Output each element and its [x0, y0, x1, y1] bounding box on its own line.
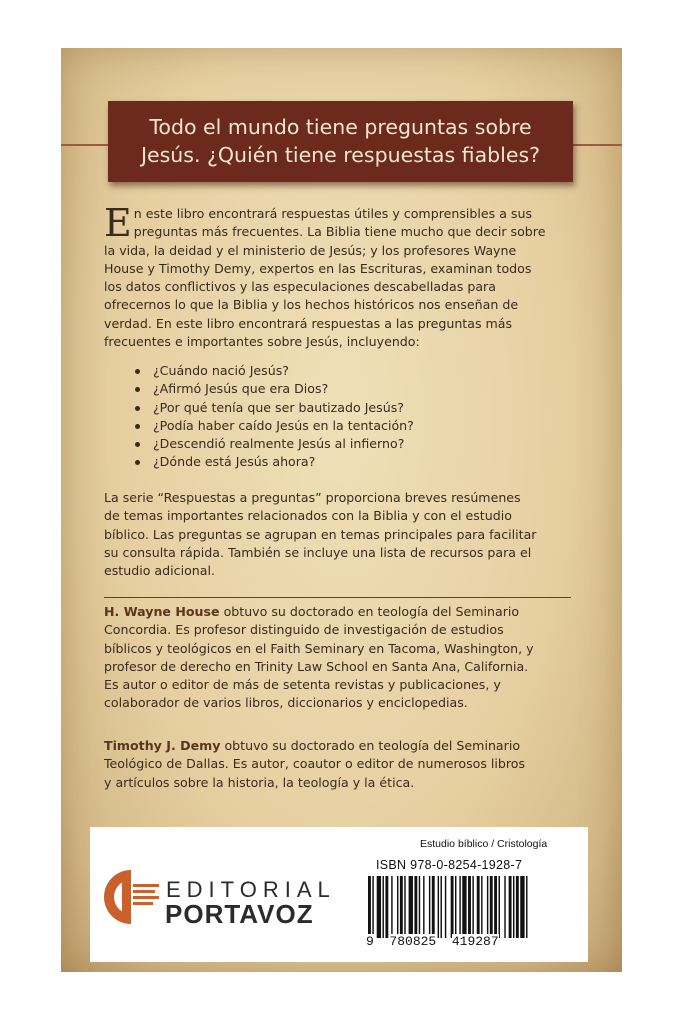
question-text: ¿Afirmó Jesús que era Dios?: [153, 381, 329, 397]
bio-text: obtuvo su doctorado en teología del Seminario: [220, 738, 521, 753]
intro-line: frecuentes e importantes sobre Jesús, incluyendo:: [104, 334, 420, 350]
question-item: [135, 417, 414, 435]
section-divider: [104, 597, 571, 598]
portavoz-logo-icon: [100, 866, 162, 928]
question-item: [135, 435, 414, 453]
series-line: su consulta rápida. También se incluye una lista de recursos para el: [104, 544, 532, 560]
author-name: Timothy J. Demy: [104, 738, 221, 753]
headline-banner: [108, 101, 573, 182]
bullet-icon: [135, 387, 140, 392]
bullet-icon: [135, 460, 140, 465]
author-name: H. Wayne House: [104, 604, 220, 619]
bullet-icon: [135, 369, 140, 374]
question-text: ¿Por qué tenía que ser bautizado Jesús?: [153, 399, 404, 415]
author-bio-house: [104, 603, 582, 713]
bullet-icon: [135, 424, 140, 429]
series-line: de temas importantes relacionados con la Biblia y con el estudio: [104, 508, 512, 524]
bio-line: bíblicos y teológicos en el Faith Seminary en Tacoma, Washington, y: [104, 640, 534, 656]
intro-line: preguntas más frecuentes. La Biblia tiene mucho que decir sobre: [133, 224, 546, 240]
bio-line: Concordia. Es profesor distinguido de investigación de estudios: [104, 622, 504, 638]
barcode-digit-group: 9: [366, 934, 374, 949]
intro-line: los datos conflictivos y las especulaciones descabelladas para: [104, 279, 496, 295]
question-text: ¿Descendió realmente Jesús al infierno?: [153, 436, 405, 452]
intro-line: House y Timothy Demy, expertos en las Escrituras, examinan todos: [104, 260, 532, 276]
series-line: La serie “Respuestas a preguntas” proporciona breves resúmenes: [104, 490, 521, 505]
intro-line: ofrecernos lo que la Biblia y los hechos históricos nos enseñan de: [104, 297, 519, 313]
intro-line: verdad. En este libro encontrará respuestas a las preguntas más: [104, 315, 513, 331]
bio-text: obtuvo su doctorado en teología del Seminario: [219, 604, 520, 619]
intro-line: la vida, la deidad y el ministerio de Jesús; y los profesores Wayne: [104, 242, 517, 258]
question-item: [135, 453, 414, 471]
author-bio-demy: [104, 737, 582, 792]
headline-line-2: Jesús. ¿Quién tiene respuestas fiables?: [140, 143, 541, 167]
barcode-digit-group: 780825: [389, 934, 437, 949]
category-label: Estudio bíblico / Cristología: [420, 838, 548, 850]
bio-line: y artículos sobre la historia, la teología y la ética.: [104, 774, 415, 790]
series-paragraph: [104, 489, 582, 580]
headline-line-1: Todo el mundo tiene preguntas sobre: [149, 115, 532, 139]
question-item: [135, 399, 414, 417]
publisher-name-line-1: EDITORIAL: [166, 877, 336, 902]
question-item: [135, 380, 414, 398]
barcode-digit-group: 419287: [451, 934, 499, 949]
series-line: bíblico. Las preguntas se agrupan en temas principales para facilitar: [104, 526, 537, 542]
bullet-icon: [135, 406, 140, 411]
question-text: ¿Dónde está Jesús ahora?: [153, 454, 316, 470]
barcode-digits: [366, 934, 572, 949]
bio-line: [104, 737, 582, 755]
intro-paragraph: [104, 201, 582, 351]
question-text: ¿Cuándo nació Jesús?: [153, 363, 289, 378]
question-text: ¿Podía haber caído Jesús en la tentación?: [153, 417, 414, 433]
bio-line: profesor de derecho en Trinity Law School en Santa Ana, California.: [104, 658, 529, 674]
bullet-icon: [135, 442, 140, 447]
question-list: [135, 362, 414, 472]
isbn-label: ISBN 978-0-8254-1928-7: [376, 858, 523, 872]
publisher-name-line-2: PORTAVOZ: [165, 899, 314, 929]
drop-cap: E: [104, 201, 132, 245]
bio-line: Es autor o editor de más de setenta revistas y publicaciones, y: [104, 677, 501, 693]
question-item: [135, 362, 414, 380]
bio-line: colaborador de varios libros, diccionarios y enciclopedias.: [104, 695, 468, 711]
bio-line: [104, 603, 582, 621]
bio-line: Teológico de Dallas. Es autor, coautor o editor de numerosos libros: [104, 756, 526, 772]
intro-line: n este libro encontrará respuestas útiles y comprensibles a sus: [133, 206, 533, 221]
series-line: estudio adicional.: [104, 563, 215, 579]
